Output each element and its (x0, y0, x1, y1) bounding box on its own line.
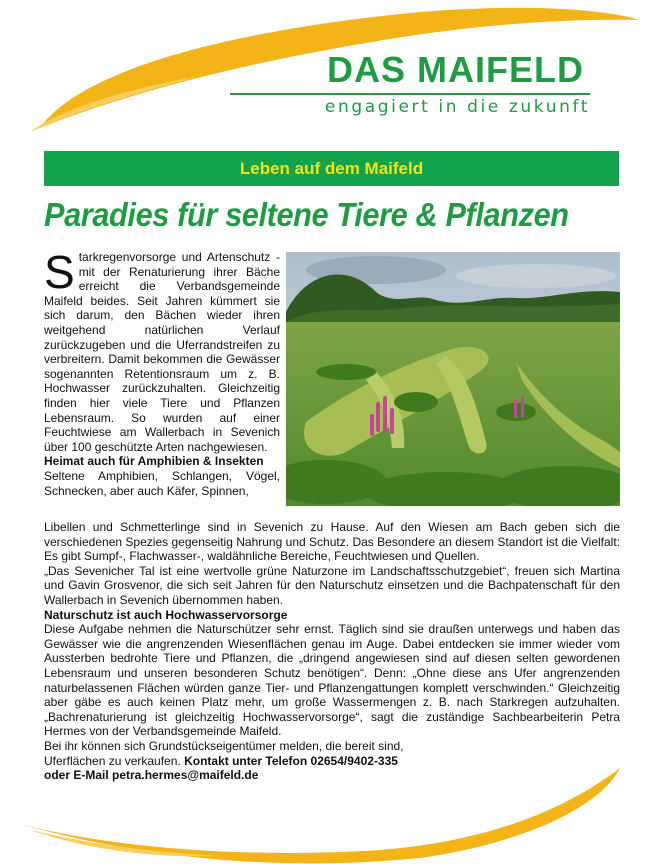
wetland-photo (286, 252, 620, 506)
brand-tagline: engagiert in die zukunft (324, 97, 590, 117)
article-body (44, 520, 620, 783)
paragraph-landowners-line1: Bei ihr können sich Grundstückseigentümer melden, die bereit sind, (44, 738, 404, 753)
section-band: Leben auf dem Maifeld (44, 151, 619, 186)
paragraph-species-continued: Libellen und Schmetterlinge sind in Sevenich zu Hause. Auf den Wiesen am Bach geben sich die verschiedenen Spezies gegenseitig Nahrung und Schutz. Das Besondere an diesem Standort ist die Vielfalt: Es gibt Sumpf-, Flachwasser-, waldähnliche Bereiche, Feuchtwiesen und Quellen. (44, 520, 620, 564)
paragraph-quote-grosvenor: „Das Sevenicher Tal ist eine wertvolle grüne Naturzone im Landschaftsschutzgebiet“, freuen sich Martina und Gavin Grosvenor, die sich seit Jahren für den Naturschutz einsetzen und die Bachpatenschaft für den Wallerbach in Sevenich übernommen haben. (44, 563, 620, 607)
brand-logo (230, 50, 590, 118)
contact-phone: Kontakt unter Telefon 02654/9402-335 (184, 753, 398, 768)
dropcap-letter: S (44, 246, 75, 298)
brand-name: DAS MAIFELD (327, 49, 584, 90)
article-intro-column (44, 246, 280, 498)
brand-rule (230, 93, 590, 95)
contact-email: oder E-Mail petra.hermes@maifeld.de (44, 768, 259, 783)
footer-swoosh (0, 754, 648, 864)
intro-paragraph: tarkregenvorsorge und Artenschutz - mit der Renaturierung ihrer Bäche erreicht die Verbandsgemeinde Maifeld beides. Seit Jahren kümmert sie sich darum, den Bächen wieder ihren weitgehend natürlichen Verlauf zurückzugeben und die Uferrandstreifen zu verbreitern. Damit bekommen die Gewässer sogenannten Retentionsraum um z. B. Hochwasser zurückzuhalten. Gleichzeitig finden hier viele Tiere und Pflanzen Lebensraum. So wurden auf einer Feuchtwiese am Wallerbach in Sevenich über 100 geschützte Arten nachgewiesen. (44, 250, 280, 454)
paragraph-species-start: Seltene Amphibien, Schlangen, Vögel, Schnecken, aber auch Käfer, Spinnen, (44, 468, 280, 498)
subhead-amphibians: Heimat auch für Amphibien & Insekten (44, 454, 264, 469)
article-headline: Paradies für seltene Tiere & Pflanzen (44, 196, 569, 233)
paragraph-flood-protection: Diese Aufgabe nehmen die Naturschützer sehr ernst. Täglich sind sie draußen unterwegs und haben das Gewässer wie die angrenzenden Wiesenflächen genau im Auge. Dabei entdecken sie immer wieder vom Aussterben bedrohte Tiere und Pflanzen, die „dringend angewiesen sind auf diesen selten gewordenen Lebensraum und unseren besonderen Schutz benötigen“. Denn: „Ohne diese ans Ufer angrenzenden naturbelassenen Flächen würden ganze Tier- und Pflanzengattungen komplett verschwinden.“ Gleichzeitig aber gäbe es auch keinen Platz mehr, um große Wassermengen z. B. nach Starkregen aufzuhalten. „Bachrenaturierung ist gleichzeitig Hochwasservorsorge“, sagt die zuständige Sachbearbeiterin Petra Hermes von der Verbandsgemeinde Maifeld. (44, 622, 620, 739)
landowners-text: Uferflächen zu verkaufen. (44, 753, 181, 768)
subhead-flood-protection: Naturschutz ist auch Hochwasservorsorge (44, 607, 288, 622)
